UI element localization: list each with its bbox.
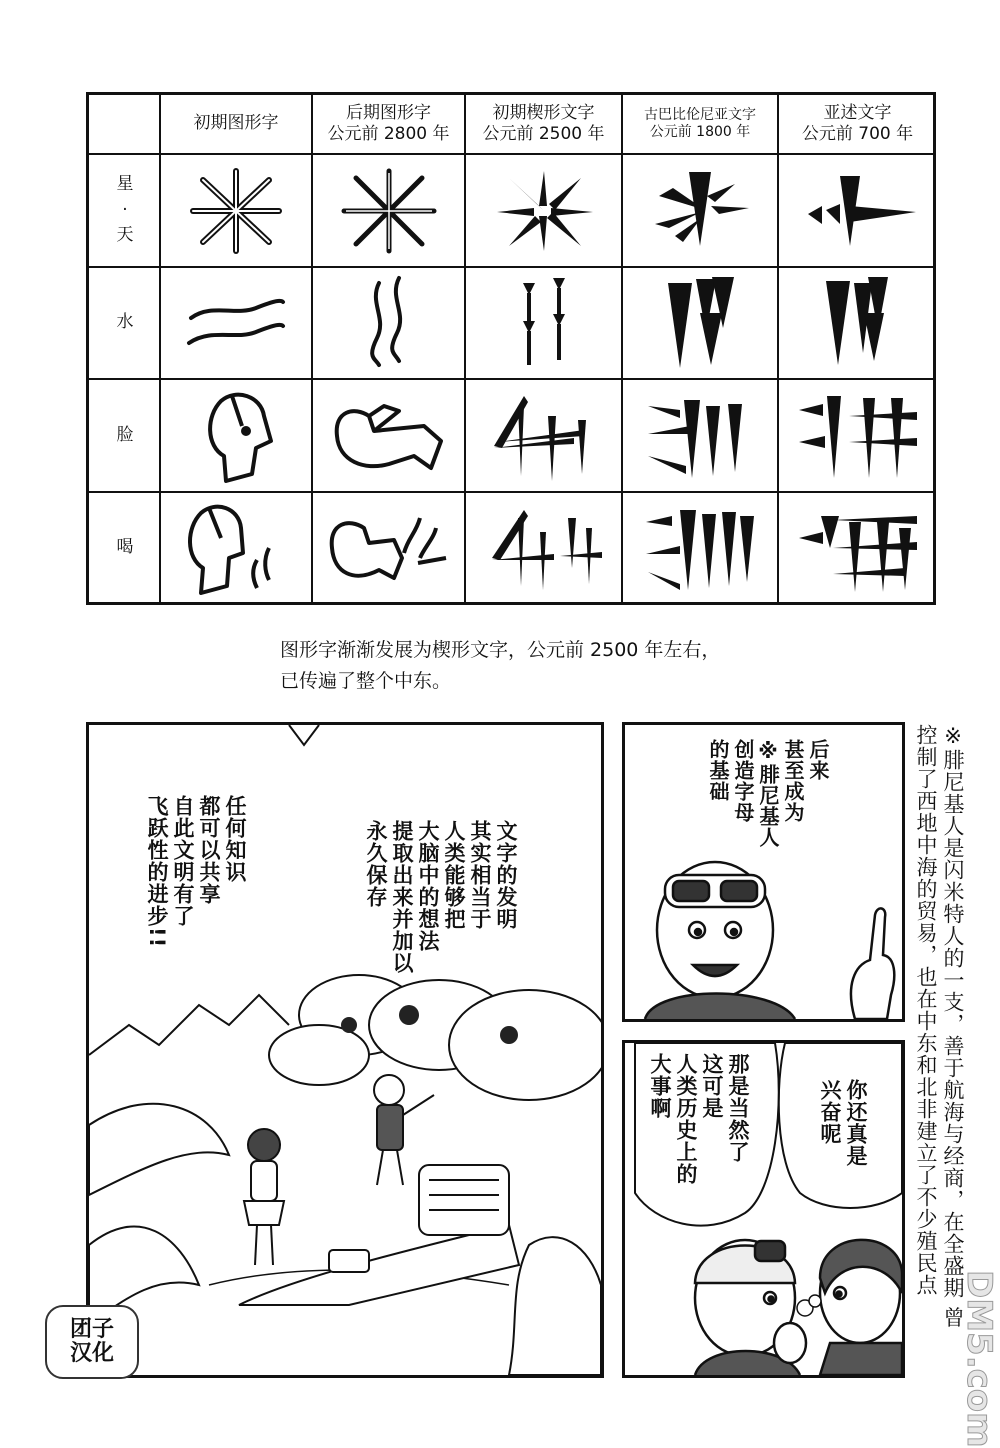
footnote-phoenicians xyxy=(912,724,966,1344)
column-header-date: 公元前 2800 年 xyxy=(327,124,450,144)
logo-line: 汉化 xyxy=(69,1341,114,1366)
row-label-star-sky xyxy=(89,155,161,266)
row-label-face xyxy=(89,380,161,491)
caption-line: 图形字渐渐发展为楔形文字，公元前 2500 年左右， xyxy=(280,639,721,661)
column-header-date: 公元前 1800 年 xyxy=(649,124,751,140)
column-header-name: 初期图形字 xyxy=(193,113,279,134)
row-label-text: 星 xyxy=(116,174,134,195)
row-label-dot: · xyxy=(122,199,128,220)
glyph-water-assyrian xyxy=(779,268,936,378)
row-label-text: 喝 xyxy=(116,536,134,557)
glyph-water-early-cuneiform xyxy=(466,268,621,378)
speech-bubble-girl: 你还真是 兴奋呢 xyxy=(818,1079,868,1167)
caption xyxy=(280,635,720,697)
glyph-face-early-cuneiform xyxy=(466,380,621,491)
glyph-drink-assyrian xyxy=(779,493,936,602)
glyph-water-old-babylonian xyxy=(623,268,777,378)
row-label-text: 脸 xyxy=(116,424,134,445)
column-header-name: 后期图形字 xyxy=(346,102,431,123)
speech-bubble-phoenician: 后来 甚至成为 ※腓尼基人 创造字母 的基础 xyxy=(706,739,830,848)
row-label-text: 水 xyxy=(116,312,134,333)
speech-bubble-boy: 那是当然了 这可是 人类历史上的 大事啊 xyxy=(648,1053,750,1185)
speech-bubble-invention: 文字的发明 其实相当于 人类能够把 大脑中的想法 提取出来并加以 永久保存 xyxy=(364,820,518,974)
caption-line: 已传遍了整个中东。 xyxy=(280,670,452,692)
column-header-date: 公元前 700 年 xyxy=(801,124,914,144)
column-header xyxy=(779,95,936,153)
row-label-drink xyxy=(89,493,161,602)
glyph-star-assyrian xyxy=(779,155,936,266)
glyph-face-late-pictograph xyxy=(313,380,464,491)
scanlation-group-logo xyxy=(45,1305,139,1379)
footnote-line: ※腓尼基人是闪米特人的一支，善于航海与经商，在全盛期 xyxy=(941,724,965,1299)
glyph-drink-old-babylonian xyxy=(623,493,777,602)
column-header-name: 亚述文字 xyxy=(823,102,892,123)
row-label-text: 天 xyxy=(116,225,134,246)
glyph-drink-early-pictograph xyxy=(161,493,311,602)
speech-bubble-knowledge: 任何知识 都可以共享 自此文明有了 飞跃性的进步!! xyxy=(145,795,247,949)
glyph-star-late-pictograph xyxy=(313,155,464,266)
column-header xyxy=(466,95,621,153)
column-header-name: 初期楔形文字 xyxy=(492,102,595,123)
panel-conversation xyxy=(622,1040,905,1378)
glyph-star-early-pictograph xyxy=(161,155,311,266)
glyph-star-old-babylonian xyxy=(623,155,777,266)
glyph-face-old-babylonian xyxy=(623,380,777,491)
panel-boy-explaining xyxy=(622,722,905,1022)
glyph-face-early-pictograph xyxy=(161,380,311,491)
glyph-water-late-pictograph xyxy=(313,268,464,378)
footnote-line: 曾控制了西地中海的贸易，也在中东和北非建立了不少殖民点 xyxy=(914,724,965,1329)
column-header xyxy=(161,95,311,153)
glyph-drink-late-pictograph xyxy=(313,493,464,602)
glyph-star-early-cuneiform xyxy=(466,155,621,266)
column-header xyxy=(313,95,464,153)
column-header-date: 公元前 2500 年 xyxy=(482,124,605,144)
logo-line: 团子 xyxy=(69,1317,114,1342)
panel-jungle-scene xyxy=(86,722,604,1378)
column-header xyxy=(623,95,777,153)
column-header-name: 古巴比伦尼亚文字 xyxy=(644,106,756,123)
cuneiform-evolution-table xyxy=(86,92,936,605)
glyph-water-early-pictograph xyxy=(161,268,311,378)
glyph-face-assyrian xyxy=(779,380,936,491)
site-watermark: DM5.com xyxy=(959,1270,999,1448)
row-label-water xyxy=(89,268,161,378)
glyph-drink-early-cuneiform xyxy=(466,493,621,602)
